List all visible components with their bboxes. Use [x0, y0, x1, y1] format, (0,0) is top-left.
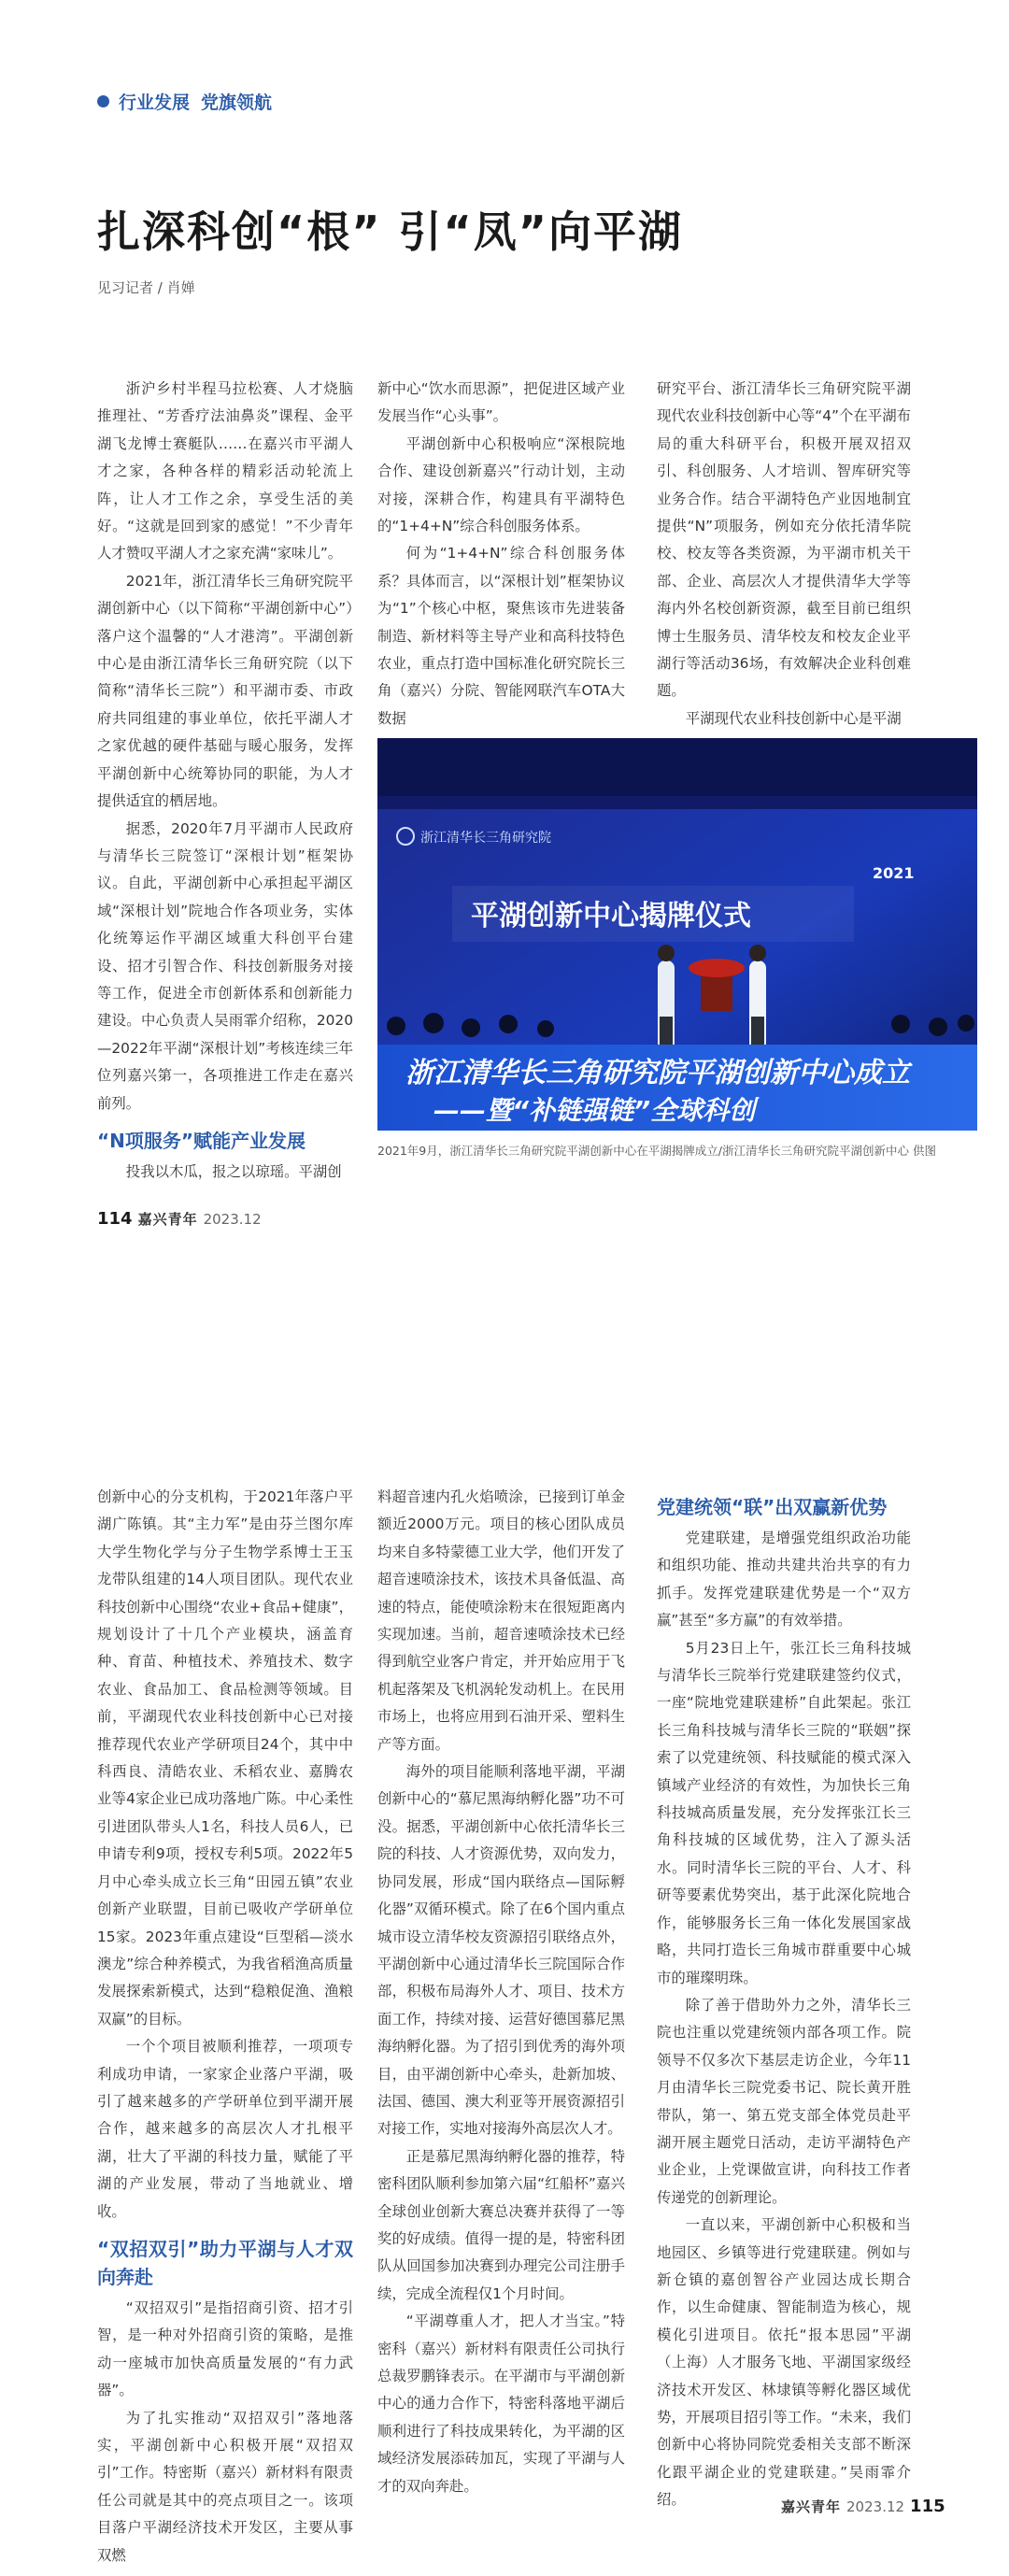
paragraph: 创新中心的分支机构，于2021年落户平湖广陈镇。其“主力军”是由芬兰图尔库大学生物化学与分子生物学系博士王玉龙带队组建的14人项目团队。现代农业科技创新中心围绕“农业+食品+健康”，规划设计了十几个产业模块，涵盖育种、育苗、种植技术、养殖技术、数字农业、食品加工、食品检测等领域。目前，平湖现代农业科技创新中心已对接推荐现代农业产学研项目24个，其中中科西良、清皓农业、禾稻农业、嘉腾农业等4家企业已成功落地广陈。中心柔性引进团队带头人1名，科技人员6人，已申请专利9项，授权专利5项。2022年5月中心牵头成立长三角“田园五镇”农业创新产业联盟，目前已吸收产学研单位15家。2023年重点建设“巨型稻—淡水澳龙”综合种养模式，为我省稻渔高质量发展探索新模式，达到“稳粮促渔、渔粮双赢”的目标。 — [97, 1488, 353, 2028]
section-heading: “双招双引”助力平湖与人才双向奔赴 — [97, 2237, 353, 2288]
paragraph: “双招双引”是指招商引资、招才引智，是一种对外招商引资的策略，是推动一座城市加快高质量发展的“有力武器”。 — [97, 2298, 353, 2399]
paragraph: 党建联建，是增强党组织政治功能和组织功能、推动共建共治共享的有力抓手。发挥党建联建优势是一个“双方赢”甚至“多方赢”的有效举措。 — [657, 1530, 911, 1630]
section-heading: 党建统领“联”出双赢新优势 — [657, 1496, 888, 1518]
paragraph: 投我以木瓜，报之以琼瑶。平湖创 — [125, 1162, 342, 1180]
paragraph: 一个个项目被顺利推荐，一项项专利成功申请，一家家企业落户平湖，吸引了越来越多的产学研单位到平湖开展合作，越来越多的高层次人才扎根平湖，壮大了平湖的科技力量，赋能了平湖的产业发展，带动了当地就业、增收。 — [97, 2038, 353, 2220]
bullet-dot-icon — [97, 95, 109, 107]
paragraph: 浙沪乡村半程马拉松赛、人才烧脑推理社、“芳香疗法油鼻炎”课程、金平湖飞龙博士赛艇队……在嘉兴市平湖人才之家，各种各样的精彩活动轮流上阵，让人才工作之余，享受生活的美好。“这就是回到家的感觉！”不少青年人才赞叹平湖人才之家充满“家味儿”。 — [97, 380, 353, 562]
section-heading: “N项服务”赋能产业发展 — [97, 1129, 306, 1152]
column-3 — [657, 1484, 911, 2514]
column-2 — [377, 1484, 625, 2500]
paragraph: 研究平台、浙江清华长三角研究院平湖现代农业科技创新中心等“4”个在平湖布局的重大科研平台，积极开展双招双引、科创服务、人才培训、智库研究等业务合作。结合平湖特色产业因地制宜提供“N”项服务，例如充分依托清华院校、校友等各类资源，为平湖市机关干部、企业、高层次人才提供清华大学等海内外名校创新资源，截至目前已组织博士生服务员、清华校友和校友企业平湖行等活动36场，有效解决企业科创难题。 — [657, 380, 911, 700]
paragraph: 何为“1+4+N”综合科创服务体系？具体而言，以“深根计划”框架协议为“1”个核心中枢，聚焦该市先进装备制造、新材料等主导产业和高科技特色农业，重点打造中国标准化研究院长三角（嘉兴）分院、智能网联汽车OTA大数据 — [377, 545, 625, 727]
section-tag — [97, 89, 283, 114]
column-3 — [657, 376, 911, 733]
ceremony-photo — [377, 738, 977, 1131]
paragraph: 海外的项目能顺利落地平湖，平湖创新中心的“慕尼黑海纳孵化器”功不可没。据悉，平湖创新中心依托清华长三院的科技、人才资源优势，双向发力，协同发展，形成“国内联络点—国际孵化器”双循环模式。除了在6个国内重点城市设立清华校友资源招引联络点外，平湖创新中心通过清华长三院国际合作部，积极布局海外人才、项目、技术方面工作，持续对接、运营好德国慕尼黑海纳孵化器。为了招引到优秀的海外项目，由平湖创新中心牵头，赴新加坡、法国、德国、澳大利亚等开展资源招引对接工作，实地对接海外高层次人才。 — [377, 1763, 625, 2138]
issue-date: 2023.12 — [846, 2498, 905, 2515]
page-115 — [0, 1288, 1009, 2576]
column-1 — [97, 1484, 353, 2569]
page-number: 114 — [97, 1209, 133, 1229]
photo-caption: 2021年9月，浙江清华长三角研究院平湖创新中心在平湖揭牌成立/浙江清华长三角研究院平湖创新中心 供图 — [377, 1144, 936, 1158]
paragraph: 平湖现代农业科技创新中心是平湖 — [685, 709, 902, 727]
section-tag-industry: 行业发展 — [119, 93, 191, 113]
issue-date: 2023.12 — [203, 1211, 262, 1228]
paragraph: 新中心“饮水而思源”，把促进区域产业发展当作“心头事”。 — [377, 380, 625, 425]
page-folio-right — [781, 2497, 951, 2516]
article-byline: 见习记者 / 肖婵 — [97, 279, 195, 296]
paragraph: 正是慕尼黑海纳孵化器的推荐，特密科团队顺利参加第六届“红船杯”嘉兴全球创业创新大赛总决赛并获得了一等奖的好成绩。值得一提的是，特密科团队从回国参加决赛到办理完公司注册手续，完成全流程仅1个月时间。 — [377, 2147, 625, 2302]
paragraph: 5月23日上午，张江长三角科技城与清华长三院举行党建联建签约仪式，一座“院地党建联建桥”自此架起。张江长三角科技城与清华长三院的“联姻”探索了以党建统领、科技赋能的模式深入镇域产业经济的有效性，为加快长三角科技城高质量发展，充分发挥张江长三角科技城的区域优势，注入了源头活水。同时清华长三院的平台、人才、科研等要素优势突出，基于此深化院地合作，能够服务长三角一体化发展国家战略，共同打造长三角城市群重要中心城市的璀璨明珠。 — [657, 1639, 911, 1986]
banner-line-2: ——暨“补链强链”全球科创 — [433, 1095, 756, 1126]
paragraph: “平湖尊重人才，把人才当宝。”特密科（嘉兴）新材料有限责任公司执行总裁罗鹏锋表示。在平湖市与平湖创新中心的通力合作下，特密科落地平湖后顺利进行了科技成果转化，为平湖的区域经济发展添砖加瓦，实现了平湖与人才的双向奔赴。 — [377, 2313, 625, 2495]
column-2 — [377, 376, 625, 733]
page-number: 115 — [910, 2497, 945, 2516]
ceremony-photo-illustration — [377, 738, 977, 1131]
banner-line-1: 浙江清华长三角研究院平湖创新中心成立 — [405, 1057, 910, 1089]
magazine-name: 嘉兴青年 — [137, 1211, 198, 1228]
paragraph: 平湖创新中心积极响应“深根院地合作、建设创新嘉兴”行动计划，主动对接，深耕合作，构建具有平湖特色的“1+4+N”综合科创服务体系。 — [377, 434, 625, 535]
paragraph: 据悉，2020年7月平湖市人民政府与清华长三院签订“深根计划”框架协议。自此，平湖创新中心承担起平湖区域“深根计划”院地合作各项业务，实体化统筹运作平湖区域重大科创平台建设、招才引智合作、科技创新服务对接等工作，促进全市创新体系和创新能力建设。中心负责人吴雨霏介绍称，2020—2022年平湖“深根计划”考核连续三年位列嘉兴第一，各项推进工作走在嘉兴前列。 — [97, 819, 353, 1112]
section-tag-party: 党旗领航 — [201, 93, 273, 113]
backdrop-heading: 平湖创新中心揭牌仪式 — [471, 900, 751, 932]
backdrop-logo-text: 浙江清华长三角研究院 — [420, 831, 551, 846]
paragraph: 除了善于借助外力之外，清华长三院也注重以党建统领内部各项工作。院领导不仅多次下基层走访企业，今年11月由清华长三院党委书记、院长黄开胜带队，第一、第五党支部全体党员赴平湖开展主题党日活动，走访平湖特色产业企业，上党课做宣讲，向科技工作者传递党的创新理论。 — [657, 1996, 911, 2206]
column-1 — [97, 376, 353, 1186]
article-title: 扎深科创“根” 引“凤”向平湖 — [97, 206, 683, 257]
paragraph: 为了扎实推动“双招双引”落地落实，平湖创新中心积极开展“双招双引”工作。特密斯（嘉兴）新材料有限责任公司就是其中的亮点项目之一。该项目落户平湖经济技术开发区，主要从事双燃 — [97, 2409, 353, 2564]
page-folio-left — [97, 1209, 262, 1229]
paragraph: 一直以来，平湖创新中心积极和当地园区、乡镇等进行党建联建。例如与新仓镇的嘉创智谷产业园达成长期合作，以生命健康、智能制造为核心，规模化引进项目。依托“报本思园”平湖（上海）人才服务飞地、平湖国家级经济技术开发区、林埭镇等孵化器区域优势，开展项目招引等工作。“未来，我们创新中心将协同院党委相关支部不断深化跟平湖企业的党建联建。”吴雨霏介绍。 — [657, 2216, 911, 2509]
paragraph: 2021年，浙江清华长三角研究院平湖创新中心（以下简称“平湖创新中心”）落户这个温馨的“人才港湾”。平湖创新中心是由浙江清华长三角研究院（以下简称“清华长三院”）和平湖市委、市政府共同组建的事业单位，依托平湖人才之家优越的硬件基础与暖心服务，发挥平湖创新中心统筹协同的职能，为人才提供适宜的栖居地。 — [97, 572, 353, 810]
paragraph: 料超音速内孔火焰喷涂，已接到订单金额近2000万元。项目的核心团队成员均来自多特蒙德工业大学，他们开发了超音速喷涂技术，该技术具备低温、高速的特点，能使喷涂粉末在很短距离内实现加速。当前，超音速喷涂技术已经得到航空业客户肯定，并开始应用于飞机起落架及飞机涡轮发动机上。在民用市场上，也将应用到石油开采、塑料生产等方面。 — [377, 1488, 625, 1753]
backdrop-year: 2021 — [873, 864, 915, 882]
magazine-name: 嘉兴青年 — [781, 2498, 842, 2515]
